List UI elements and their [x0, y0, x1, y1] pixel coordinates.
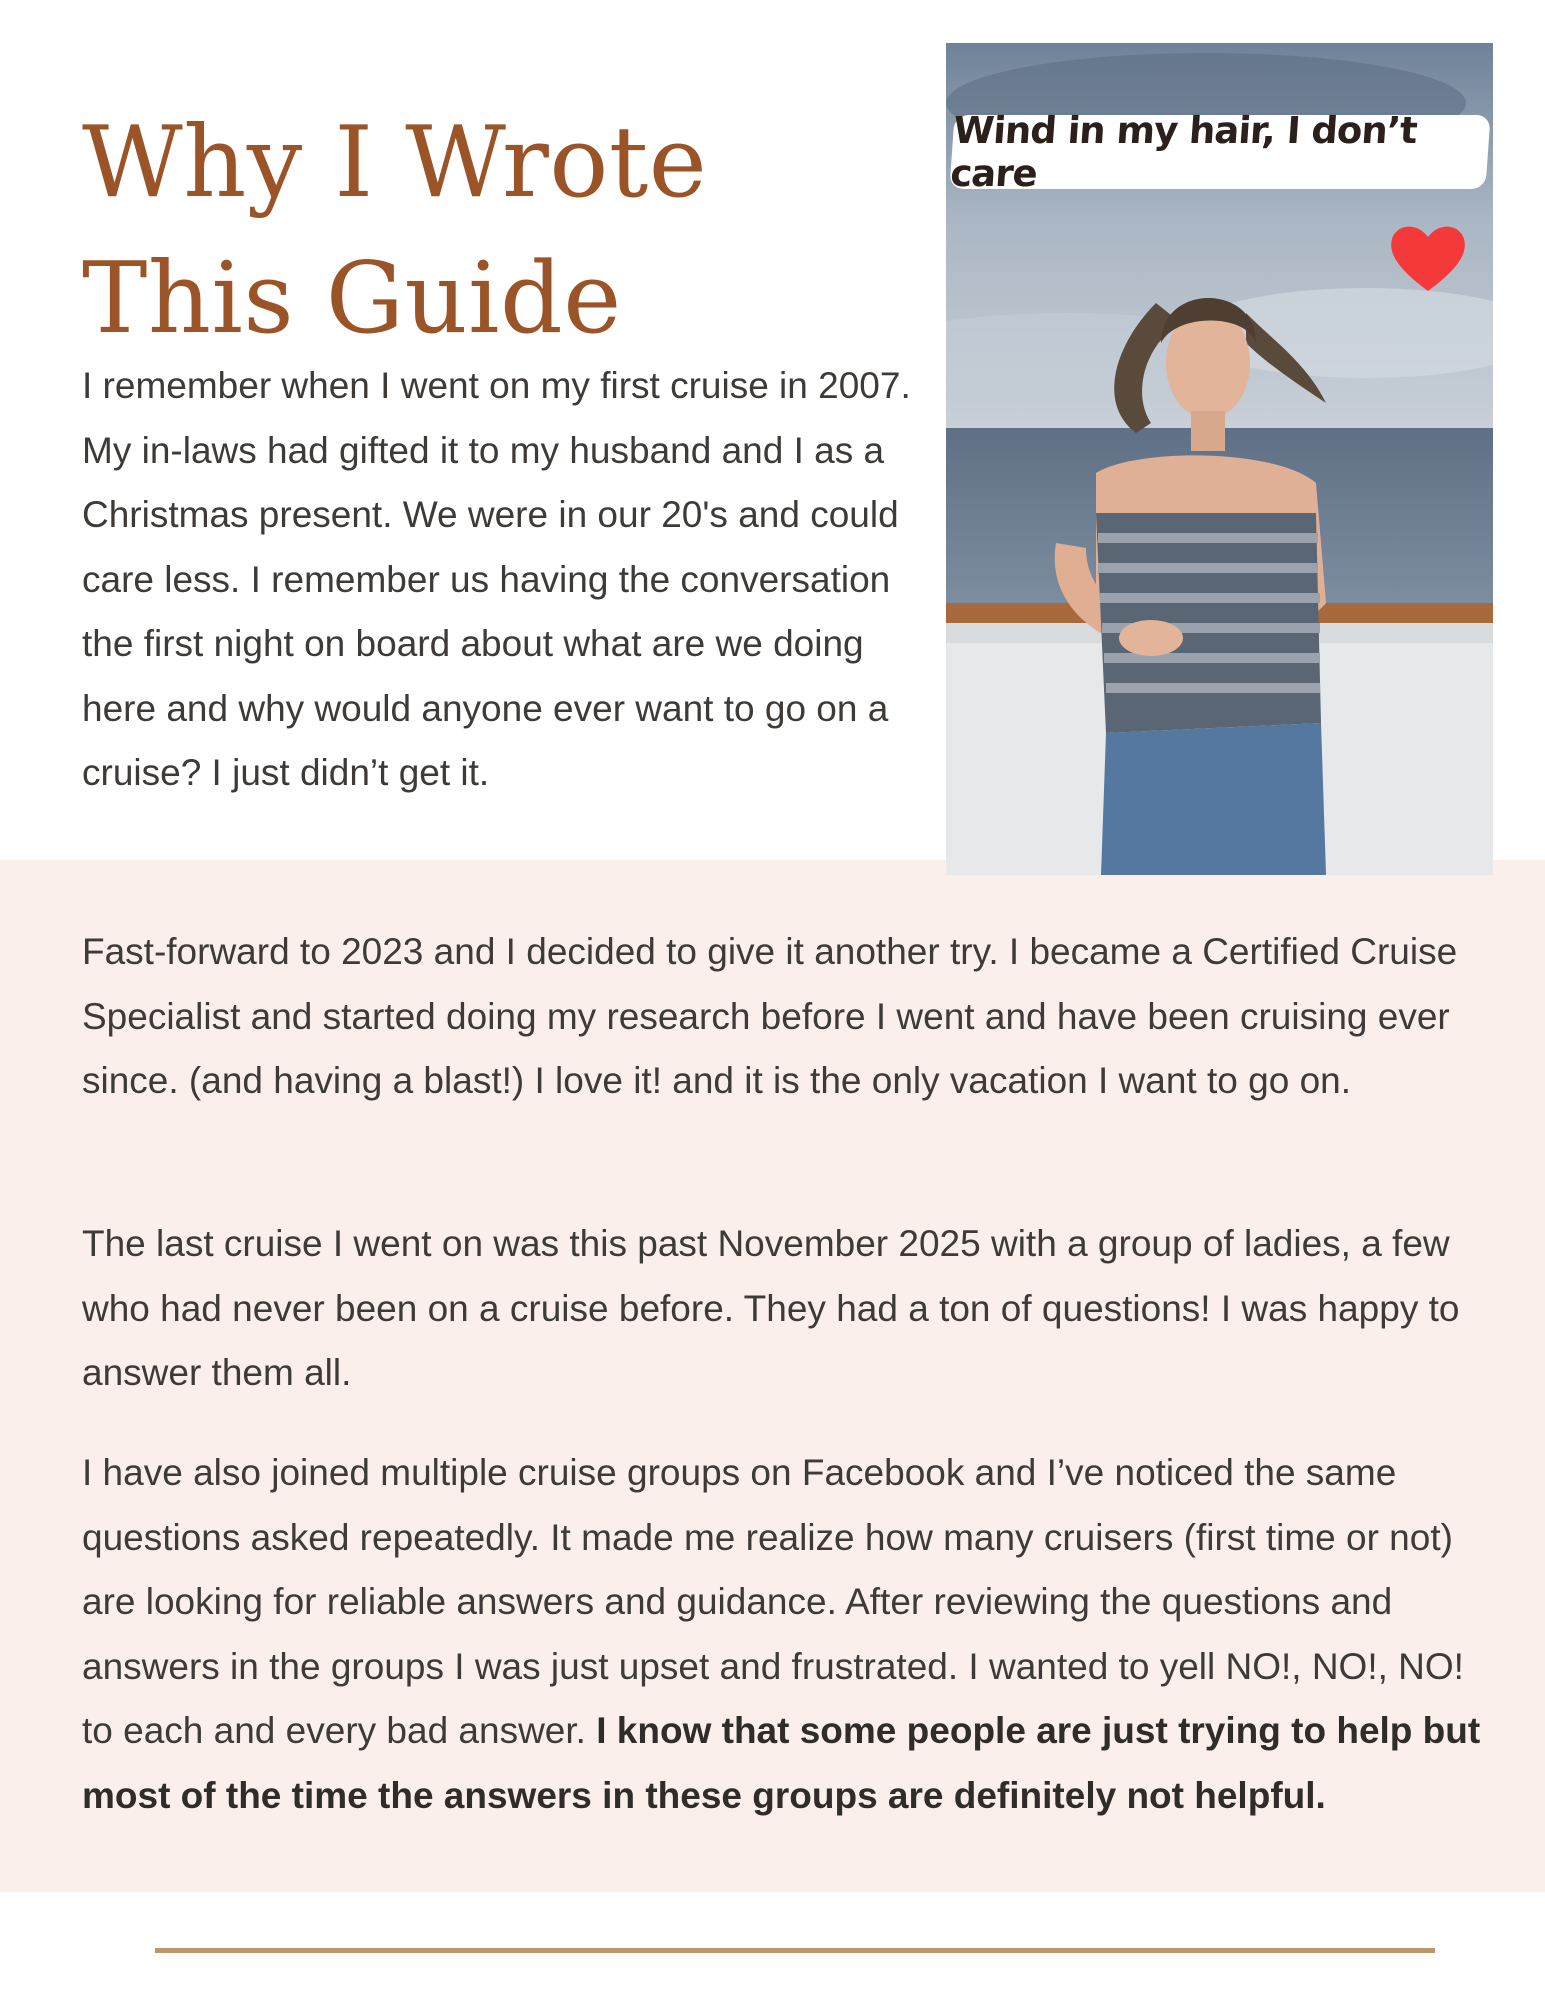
paragraph-facebook-groups [82, 1441, 1502, 1828]
paragraph-last-cruise: The last cruise I went on was this past November 2025 with a group of ladies, a few who had never been on a cruise before. They had a ton of questions! I was happy to answer them all. [82, 1223, 1460, 1393]
author-photo [946, 43, 1493, 875]
paragraph-facebook-groups-text: I have also joined multiple cruise groups on Facebook and I’ve noticed the same questions asked repeatedly. It made me realize how many cruisers (first time or not) are looking for reliable answers and guidance. After reviewing the questions and answers in the groups I was just upset and frustrated. I wanted to yell NO!, NO!, NO! to each and every bad answer. [82, 1452, 1464, 1751]
intro-paragraph: I remember when I went on my first cruise in 2007. My in-laws had gifted it to my husband and I as a Christmas present. We were in our 20's and could care less. I remember us having the conversation the first night on board about what are we doing here and why would anyone ever want to go on a cruise? I just didn’t get it. [82, 365, 911, 793]
photo-caption: Wind in my hair, I don’t care [949, 115, 1490, 189]
paragraph-facebook-groups-emphasis: I know that some people are just trying to help but most of the time the answers in these groups are definitely not helpful. [82, 1710, 1481, 1816]
paragraph-second-try: Fast-forward to 2023 and I decided to give it another try. I became a Certified Cruise Specialist and started doing my research before I went and have been cruising ever since. (and having a blast!) I love it! and it is the only vacation I want to go on. [82, 931, 1458, 1101]
footer-divider [155, 1948, 1435, 1953]
heart-icon [1388, 221, 1468, 293]
page-title: Why I Wrote This Guide [82, 106, 708, 356]
